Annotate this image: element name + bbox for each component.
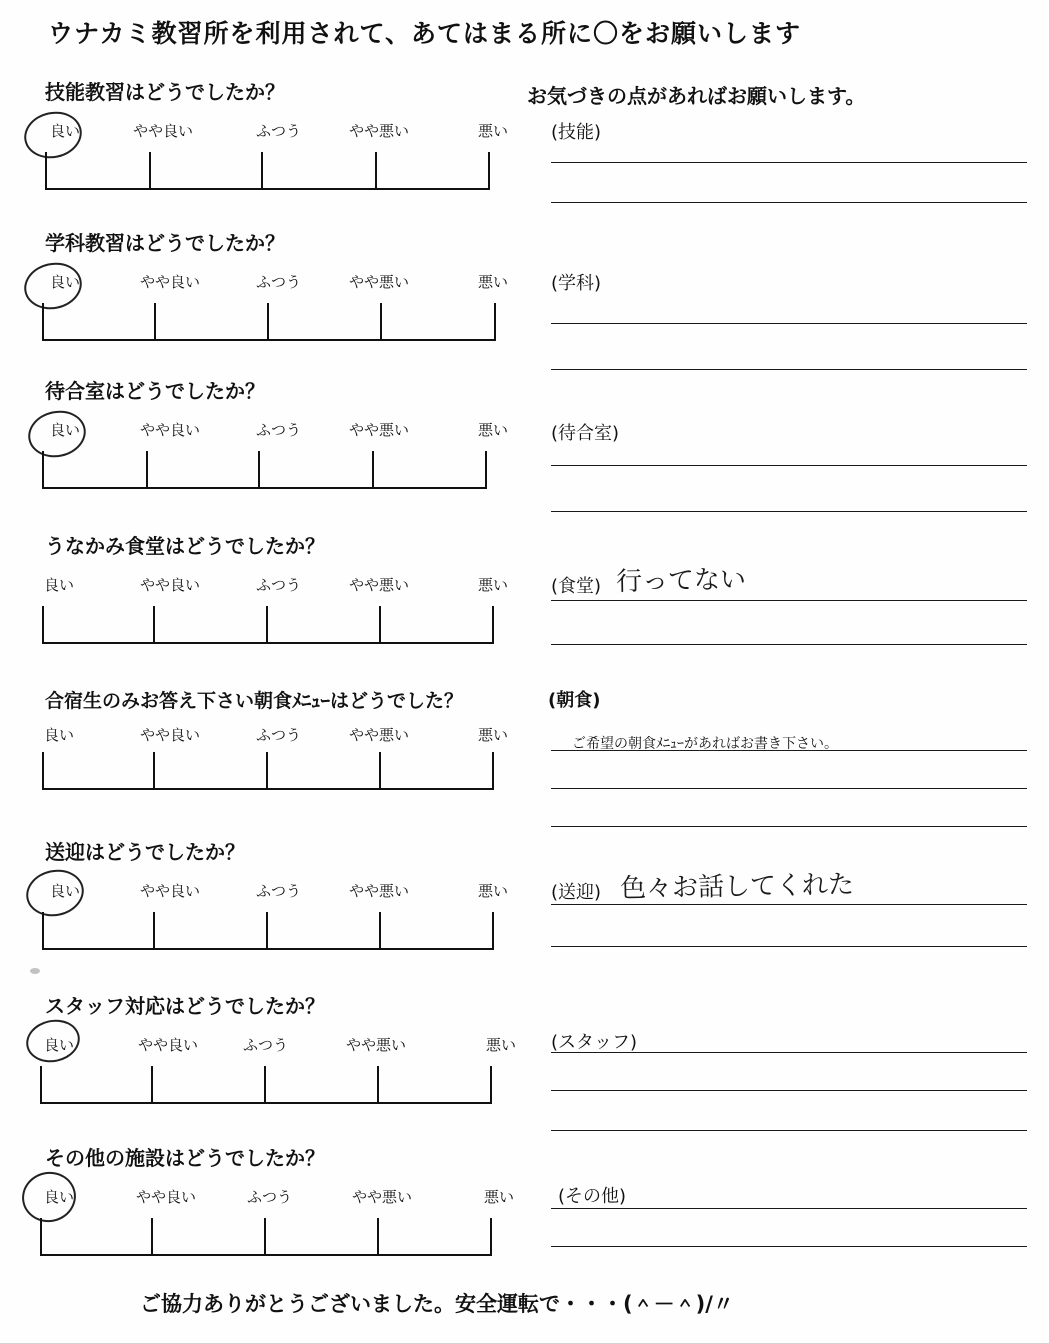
option-fairly-good[interactable]: やや良い (138, 1036, 199, 1054)
comment-line[interactable] (551, 1052, 1027, 1053)
comment-line[interactable] (551, 946, 1027, 947)
breakfast-menu-hint: ご希望の朝食ﾒﾆｭｰがあればお書き下さい。 (572, 736, 838, 752)
question-text: スタッフ対応はどうでしたか？ (45, 994, 325, 1018)
comment-line[interactable] (551, 1090, 1027, 1091)
section-cafeteria (0, 530, 1049, 680)
comment-label: (その他) (558, 1186, 627, 1207)
section-shuttle (0, 836, 1049, 986)
comment-label: (送迎) (551, 882, 602, 903)
rating-scale (40, 1066, 492, 1104)
rating-scale (40, 1218, 492, 1256)
comment-label: (食堂) (551, 576, 602, 597)
option-good[interactable]: 良い (44, 726, 75, 744)
option-fairly-bad[interactable]: やや悪い (349, 576, 410, 594)
selection-circle (22, 1015, 84, 1067)
section-staff (0, 990, 1049, 1140)
option-fairly-good[interactable]: やや良い (136, 1188, 197, 1206)
rating-scale (42, 912, 494, 950)
comment-line[interactable] (551, 600, 1027, 601)
option-good[interactable]: 良い (50, 882, 81, 900)
option-fairly-bad[interactable]: やや悪い (349, 421, 410, 439)
option-fairly-bad[interactable]: やや悪い (349, 882, 410, 900)
handwritten-comment: 色々お話してくれた (619, 869, 855, 905)
comment-label: (スタッフ) (551, 1032, 638, 1053)
option-average[interactable]: ふつう (243, 1036, 289, 1054)
comment-line[interactable] (551, 202, 1027, 203)
option-fairly-good[interactable]: やや良い (140, 726, 201, 744)
rating-scale (42, 752, 494, 790)
option-average[interactable]: ふつう (256, 576, 302, 594)
section-waiting-room (0, 375, 1049, 525)
option-average[interactable]: ふつう (256, 726, 302, 744)
comment-line[interactable] (551, 788, 1027, 789)
option-good[interactable]: 良い (44, 1036, 75, 1054)
option-bad[interactable]: 悪い (478, 421, 509, 439)
option-bad[interactable]: 悪い (478, 273, 509, 291)
question-text: 学科教習はどうでしたか？ (45, 231, 285, 255)
comment-line[interactable] (551, 1130, 1027, 1131)
option-average[interactable]: ふつう (256, 122, 302, 140)
comment-label: (技能) (551, 122, 602, 143)
handwritten-comment: 行ってない (615, 564, 747, 598)
rating-scale (42, 303, 496, 341)
option-fairly-bad[interactable]: やや悪い (352, 1188, 413, 1206)
footer-message: ご協力ありがとうございました。安全運転で・・・(＾－＾)/〃 (140, 1292, 734, 1316)
option-good[interactable]: 良い (50, 273, 81, 291)
option-good[interactable]: 良い (50, 421, 81, 439)
option-good[interactable]: 良い (50, 122, 81, 140)
option-fairly-good[interactable]: やや良い (140, 576, 201, 594)
question-text: 合宿生のみお答え下さい朝食ﾒﾆｭｰはどうでした？ (45, 690, 464, 712)
comment-label: (待合室) (551, 423, 620, 444)
comment-label: (学科) (551, 273, 602, 294)
question-text: その他の施設はどうでしたか？ (45, 1146, 325, 1170)
section-breakfast (0, 686, 1049, 836)
comments-heading: お気づきの点があればお願いします。 (527, 84, 866, 108)
question-text: 送迎はどうでしたか？ (45, 840, 245, 864)
option-bad[interactable]: 悪い (478, 122, 509, 140)
comment-line[interactable] (551, 162, 1027, 163)
option-bad[interactable]: 悪い (478, 882, 509, 900)
option-good[interactable]: 良い (44, 576, 75, 594)
rating-scale (42, 606, 494, 644)
question-text: 技能教習はどうでしたか？ (45, 80, 285, 104)
option-bad[interactable]: 悪い (486, 1036, 517, 1054)
comment-line[interactable] (551, 465, 1027, 466)
option-average[interactable]: ふつう (247, 1188, 293, 1206)
option-average[interactable]: ふつう (256, 882, 302, 900)
option-good[interactable]: 良い (44, 1188, 75, 1206)
comment-line[interactable] (551, 511, 1027, 512)
option-fairly-bad[interactable]: やや悪い (349, 273, 410, 291)
option-fairly-bad[interactable]: やや悪い (349, 122, 410, 140)
option-fairly-good[interactable]: やや良い (140, 273, 201, 291)
section-other-facilities (0, 1142, 1049, 1292)
option-fairly-good[interactable]: やや良い (133, 122, 194, 140)
comment-line[interactable] (551, 369, 1027, 370)
comment-line[interactable] (551, 826, 1027, 827)
option-bad[interactable]: 悪い (478, 726, 509, 744)
section-skill (0, 76, 1049, 226)
comment-line[interactable] (551, 750, 1027, 751)
comment-line[interactable] (551, 1246, 1027, 1247)
option-fairly-good[interactable]: やや良い (140, 421, 201, 439)
comment-line[interactable] (551, 323, 1027, 324)
option-fairly-bad[interactable]: やや悪い (349, 726, 410, 744)
option-average[interactable]: ふつう (256, 273, 302, 291)
option-bad[interactable]: 悪い (478, 576, 509, 594)
option-bad[interactable]: 悪い (484, 1188, 515, 1206)
option-average[interactable]: ふつう (256, 421, 302, 439)
section-academic (0, 227, 1049, 377)
page-title: ウナカミ教習所を利用されて、あてはまる所に〇をお願いします (48, 19, 802, 48)
comment-label: (朝食) (548, 690, 601, 711)
option-fairly-bad[interactable]: やや悪い (346, 1036, 407, 1054)
comment-line[interactable] (551, 904, 1027, 905)
question-text: うなかみ食堂はどうでしたか？ (45, 534, 325, 558)
comment-line[interactable] (551, 644, 1027, 645)
scan-speck (30, 968, 40, 974)
rating-scale (42, 451, 487, 489)
rating-scale (45, 152, 490, 190)
option-fairly-good[interactable]: やや良い (140, 882, 201, 900)
question-text: 待合室はどうでしたか？ (45, 379, 265, 403)
comment-line[interactable] (551, 1208, 1027, 1209)
